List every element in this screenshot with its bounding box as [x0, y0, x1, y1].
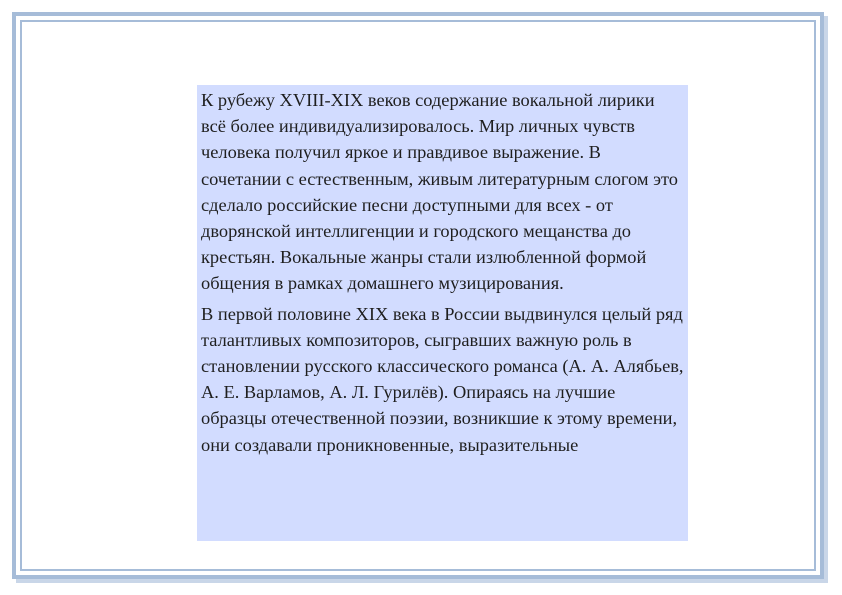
text-block — [197, 85, 688, 541]
paragraph-2: В первой половине XIX века в России выдвинулся целый ряд талантливых композиторов, сыгравших важную роль в становлении русского классического романса (А. А. Алябьев, А. Е. Варламов, А. Л. Гурилёв). Опираясь на лучшие образцы отечественной поэзии, возникшие к этому времени, они создавали проникновенные, выразительные — [201, 303, 684, 455]
frame-shadow-right — [824, 16, 828, 583]
paragraph-1: К рубежу XVIII-XIX веков содержание вокальной лирики всё более индивидуализировалось. Мир личных чувств человека получил яркое и правдивое выражение. В сочетании с естественным, живым литературным слогом это сделало российские песни доступными для всех - от дворянской интеллигенции и городского мещанства до крестьян. Вокальные жанры стали излюбленной формой общения в рамках домашнего музицирования. — [201, 90, 678, 294]
frame-shadow-bottom — [16, 579, 828, 583]
